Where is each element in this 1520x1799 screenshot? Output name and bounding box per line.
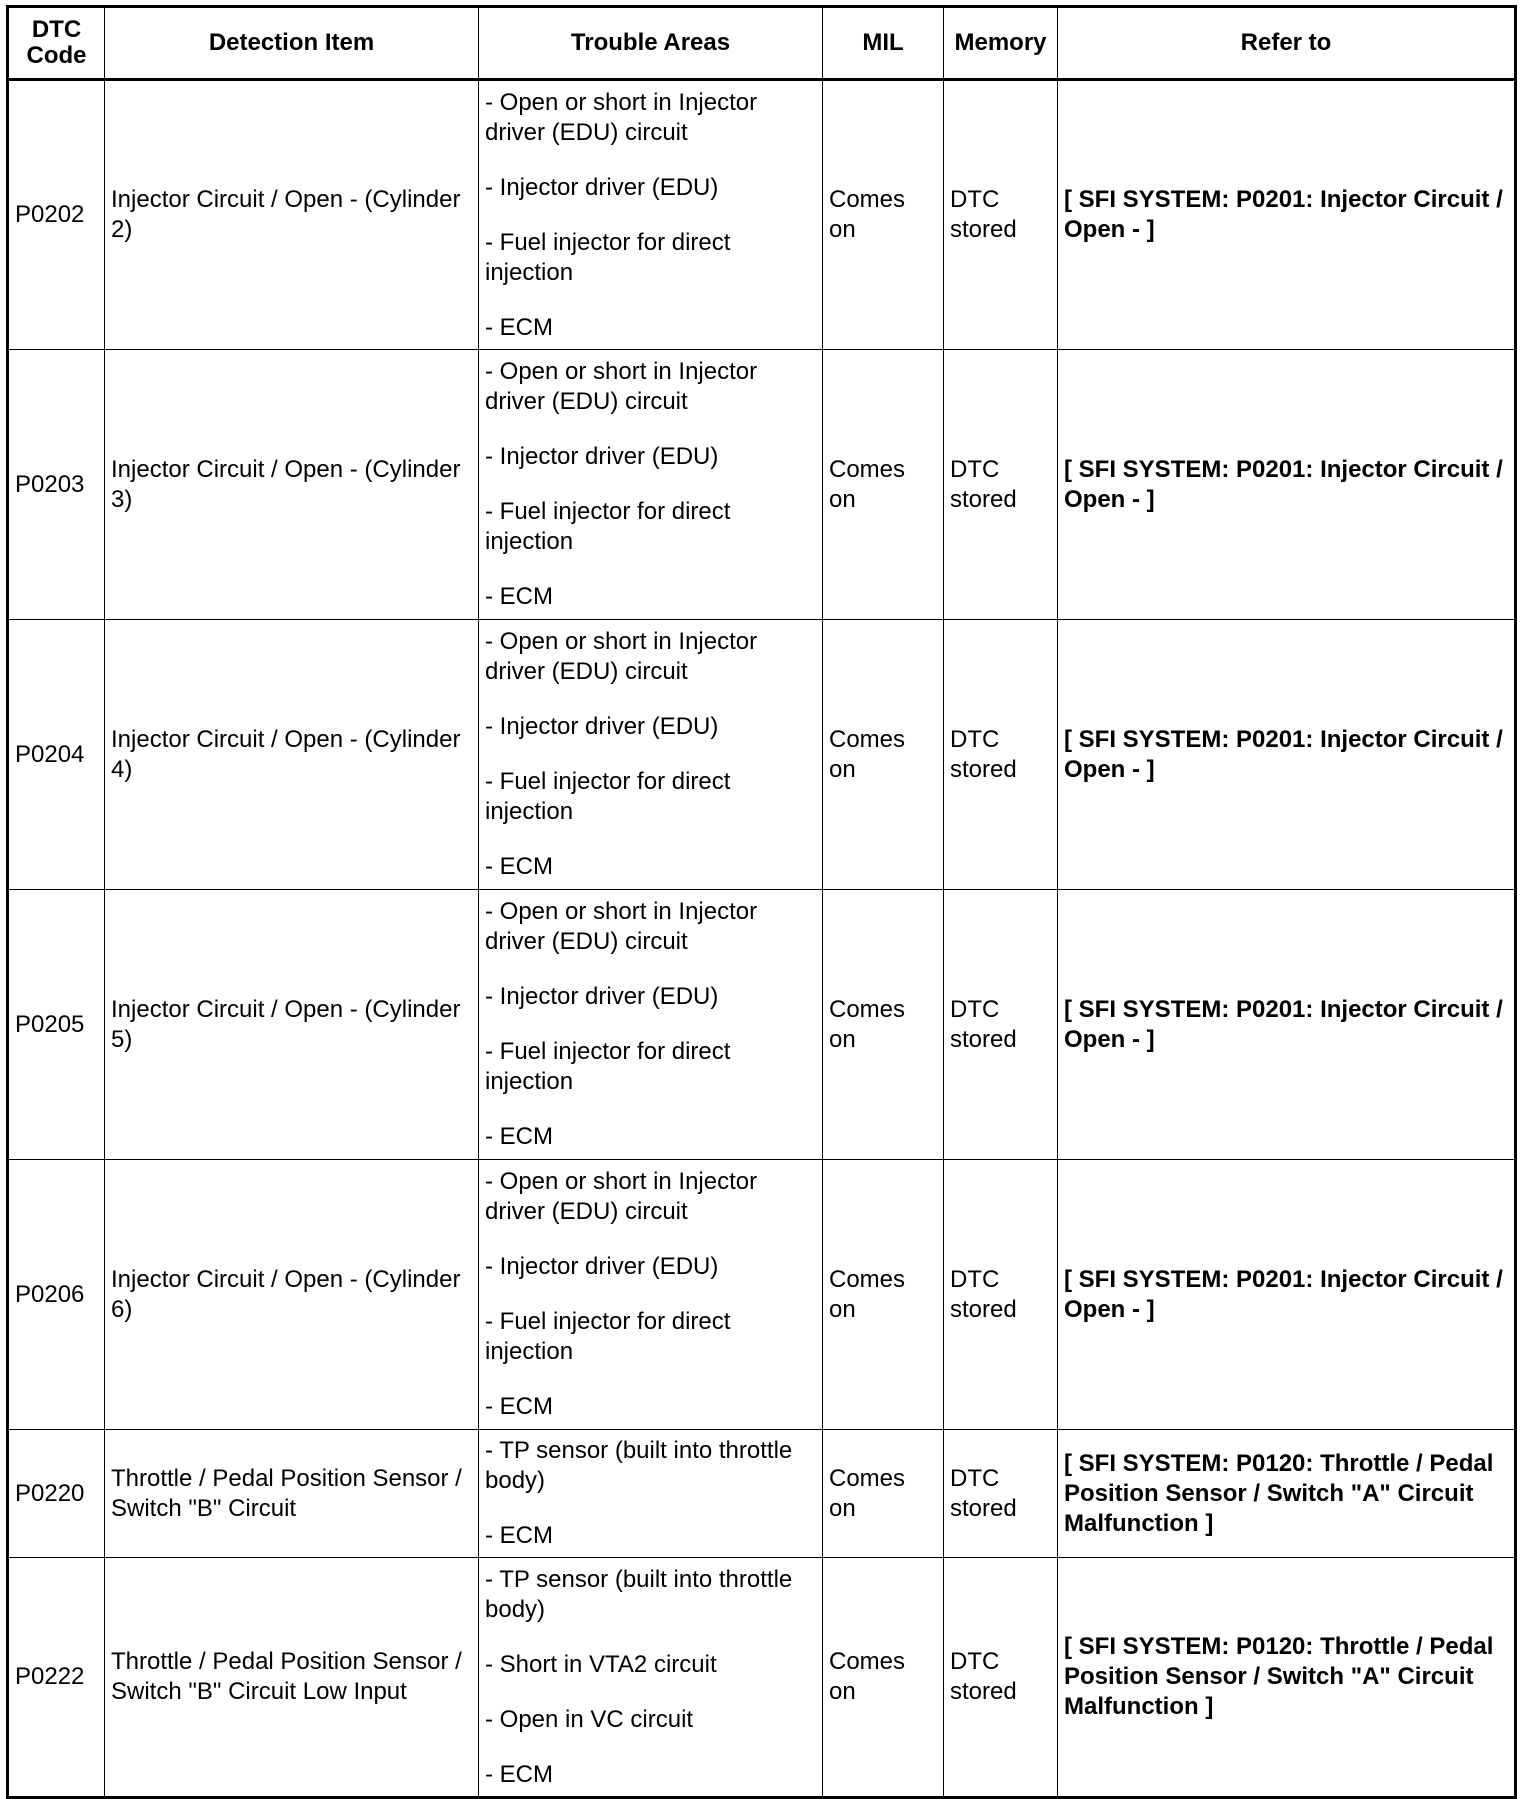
header-detection: Detection Item: [105, 7, 479, 80]
cell-mil: Comes on: [823, 80, 944, 350]
table-row: [8, 1558, 1516, 1798]
trouble-area-item: - Open or short in Injector driver (EDU) circuit: [485, 898, 758, 955]
header-refer: Refer to: [1058, 7, 1516, 80]
trouble-area-item: - ECM: [485, 313, 553, 341]
table-row: [8, 1160, 1516, 1430]
trouble-area-item: - ECM: [485, 1760, 553, 1788]
table-row: [8, 890, 1516, 1160]
cell-refer: [ SFI SYSTEM: P0201: Injector Circuit / Open - ]: [1058, 1160, 1516, 1430]
cell-trouble-areas: [479, 890, 823, 1160]
cell-mil: Comes on: [823, 350, 944, 620]
cell-code: P0205: [8, 890, 105, 1160]
dtc-table: [6, 5, 1517, 1799]
table-row: [8, 350, 1516, 620]
trouble-area-item: - ECM: [485, 1393, 553, 1420]
trouble-area-item: - Open in VC circuit: [485, 1705, 694, 1733]
cell-mil: Comes on: [823, 1160, 944, 1430]
table-row: [8, 80, 1516, 350]
cell-code: P0220: [8, 1430, 105, 1558]
cell-detection: Injector Circuit / Open - (Cylinder 4): [105, 620, 479, 890]
cell-mil: Comes on: [823, 1430, 944, 1558]
cell-mil: Comes on: [823, 890, 944, 1160]
trouble-area-item: - Fuel injector for direct injection: [485, 1038, 731, 1095]
cell-memory: DTC stored: [944, 620, 1058, 890]
trouble-area-item: - ECM: [485, 1123, 553, 1150]
cell-memory: DTC stored: [944, 1558, 1058, 1798]
header-areas: Trouble Areas: [479, 7, 823, 80]
trouble-area-item: - Injector driver (EDU): [485, 173, 719, 201]
trouble-area-item: - Fuel injector for direct injection: [485, 498, 731, 555]
cell-refer: [ SFI SYSTEM: P0201: Injector Circuit / Open - ]: [1058, 620, 1516, 890]
header-mil: MIL: [823, 7, 944, 80]
cell-trouble-areas: [479, 620, 823, 890]
cell-detection: Injector Circuit / Open - (Cylinder 3): [105, 350, 479, 620]
table-row: [8, 620, 1516, 890]
cell-detection: Throttle / Pedal Position Sensor / Switch "B" Circuit Low Input: [105, 1558, 479, 1798]
cell-mil: Comes on: [823, 620, 944, 890]
cell-refer: [ SFI SYSTEM: P0201: Injector Circuit / Open - ]: [1058, 350, 1516, 620]
trouble-area-item: - Injector driver (EDU): [485, 713, 719, 740]
cell-detection: Injector Circuit / Open - (Cylinder 2): [105, 80, 479, 350]
cell-memory: DTC stored: [944, 80, 1058, 350]
cell-code: P0206: [8, 1160, 105, 1430]
cell-code: P0204: [8, 620, 105, 890]
cell-code: P0202: [8, 80, 105, 350]
trouble-area-item: - ECM: [485, 853, 553, 880]
cell-trouble-areas: [479, 1430, 823, 1558]
cell-mil: Comes on: [823, 1558, 944, 1798]
trouble-area-item: - Injector driver (EDU): [485, 1253, 719, 1280]
cell-detection: Injector Circuit / Open - (Cylinder 6): [105, 1160, 479, 1430]
trouble-area-item: - Open or short in Injector driver (EDU) circuit: [485, 628, 758, 685]
header-code: DTC Code: [8, 7, 105, 80]
cell-refer: [ SFI SYSTEM: P0201: Injector Circuit / Open - ]: [1058, 890, 1516, 1160]
cell-memory: DTC stored: [944, 1430, 1058, 1558]
trouble-area-item: - Injector driver (EDU): [485, 983, 719, 1010]
table-body: [8, 80, 1516, 1798]
trouble-area-item: - Fuel injector for direct injection: [485, 768, 731, 825]
trouble-area-item: - ECM: [485, 1522, 553, 1549]
trouble-area-item: - Open or short in Injector driver (EDU) circuit: [485, 88, 758, 146]
trouble-area-item: - Open or short in Injector driver (EDU) circuit: [485, 358, 758, 415]
trouble-area-item: - Fuel injector for direct injection: [485, 228, 731, 286]
trouble-area-item: - Open or short in Injector driver (EDU) circuit: [485, 1168, 758, 1225]
cell-refer: [ SFI SYSTEM: P0120: Throttle / Pedal Position Sensor / Switch "A" Circuit Malfunction ]: [1058, 1558, 1516, 1798]
table-row: [8, 1430, 1516, 1558]
header-memory: Memory: [944, 7, 1058, 80]
cell-memory: DTC stored: [944, 890, 1058, 1160]
cell-trouble-areas: [479, 80, 823, 350]
trouble-area-item: - TP sensor (built into throttle body): [485, 1565, 793, 1623]
cell-trouble-areas: [479, 350, 823, 620]
cell-refer: [ SFI SYSTEM: P0120: Throttle / Pedal Position Sensor / Switch "A" Circuit Malfunction ]: [1058, 1430, 1516, 1558]
cell-code: P0222: [8, 1558, 105, 1798]
cell-memory: DTC stored: [944, 1160, 1058, 1430]
cell-code: P0203: [8, 350, 105, 620]
cell-detection: Injector Circuit / Open - (Cylinder 5): [105, 890, 479, 1160]
trouble-area-item: - TP sensor (built into throttle body): [485, 1437, 793, 1494]
trouble-area-item: - Short in VTA2 circuit: [485, 1650, 717, 1678]
cell-trouble-areas: [479, 1160, 823, 1430]
header-row: [8, 7, 1516, 80]
cell-detection: Throttle / Pedal Position Sensor / Switch "B" Circuit: [105, 1430, 479, 1558]
trouble-area-item: - ECM: [485, 583, 553, 610]
cell-trouble-areas: [479, 1558, 823, 1798]
trouble-area-item: - Injector driver (EDU): [485, 443, 719, 470]
cell-refer: [ SFI SYSTEM: P0201: Injector Circuit / Open - ]: [1058, 80, 1516, 350]
trouble-area-item: - Fuel injector for direct injection: [485, 1308, 731, 1365]
cell-memory: DTC stored: [944, 350, 1058, 620]
